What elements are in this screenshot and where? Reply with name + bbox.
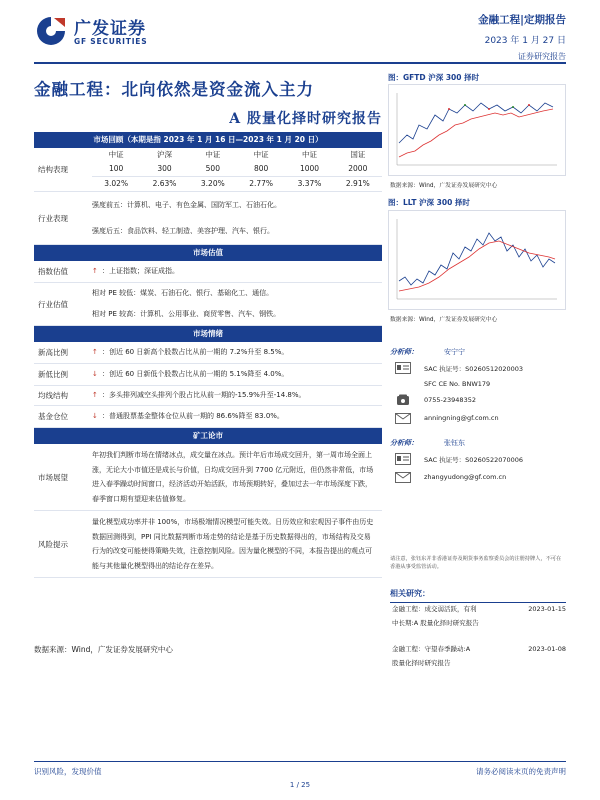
industry-top: 强度前五：计算机、电子、有色金属、国防军工、石油石化。 <box>92 201 281 209</box>
sentiment-row: 新低比例 ↓ ： 创近 60 日新低个股数占比从前一期的 5.1%降至 4.0%。 <box>34 364 382 386</box>
industry-row <box>34 192 382 245</box>
row-label: 风险提示 <box>38 539 68 549</box>
analyst-card <box>390 436 566 486</box>
down-arrow-icon: ↓ <box>92 412 98 420</box>
email-address[interactable]: zhangyudong@gf.com.cn <box>424 473 507 481</box>
email-address[interactable]: anningning@gf.com.cn <box>424 414 499 422</box>
row-label: 结构表现 <box>38 165 68 174</box>
analyst-name: 张钰东 <box>444 439 465 447</box>
risk-row <box>34 511 382 578</box>
sac-number: SAC 执证号：S0260512020003 <box>424 364 524 373</box>
report-title: 金融工程：北向依然是资金流入主力 <box>34 80 314 99</box>
section-band-theory: 矿工论市 <box>34 428 382 444</box>
sfc-number: SFC CE No. BNW179 <box>424 380 491 388</box>
phone-icon <box>394 394 412 406</box>
llt-chart-graphic <box>389 211 565 309</box>
related-date: 2023-01-08 <box>528 645 566 653</box>
related-item[interactable]: 金融工程：守望春季躁动:A 股量化择时研究报告 2023-01-08 <box>392 642 566 670</box>
report-category: 金融工程|定期报告 <box>478 14 566 26</box>
up-arrow-icon: ↑ <box>92 348 98 356</box>
email-icon <box>394 412 412 424</box>
gf-logo-icon <box>34 14 68 48</box>
up-arrow-icon: ↑ <box>92 391 98 399</box>
id-card-icon <box>394 362 412 374</box>
data-source: 数据来源：Wind，广发证券发展研究中心 <box>34 645 173 654</box>
up-arrow-icon: ↑ <box>92 267 98 275</box>
section-band-valuation: 市场估值 <box>34 245 382 261</box>
gftd-chart-graphic <box>389 85 565 175</box>
id-card-icon <box>394 453 412 465</box>
report-dept: 证券研究报告 <box>518 52 566 61</box>
report-meta <box>478 12 566 62</box>
related-item[interactable]: 金融工程：成交弱活跃，有利 中长期:A 股量化择时研究报告 2023-01-15 <box>392 602 566 630</box>
index-names-top: 中证 沪深 中证 中证 中证 国证 <box>108 150 366 159</box>
outlook-row <box>34 444 382 511</box>
figure-title-gftd: 图：GFTD 沪深 300 择时 <box>388 73 480 82</box>
figure-source: 数据来源：Wind，广发证券发展研究中心 <box>390 317 498 323</box>
index-valuation-row: 指数估值 ↑ ： 上证指数；深证成指。 <box>34 261 382 283</box>
industry-bottom: 强度后五：食品饮料、轻工制造、美容护理、汽车、银行。 <box>92 227 274 235</box>
sentiment-row: 新高比例 ↑ ： 创近 60 日新高个股数占比从前一期的 7.2%升至 8.5%。 <box>34 342 382 364</box>
figure-title-llt: 图：LLT 沪深 300 择时 <box>388 198 470 207</box>
index-names-bottom: 100 300 500 800 1000 2000 <box>109 164 368 173</box>
section-band-review: 市场回顾（本期是指 2023 年 1 月 16 日—2023 年 1 月 20 日） <box>34 132 382 148</box>
header-divider <box>34 62 566 64</box>
sac-number: SAC 执证号：S0260522070006 <box>424 455 524 464</box>
email-icon <box>394 471 412 483</box>
related-date: 2023-01-15 <box>528 605 566 613</box>
llt-chart <box>388 210 566 310</box>
industry-valuation-row <box>34 283 382 326</box>
footer-divider <box>34 761 566 762</box>
report-date: 2023 年 1 月 27 日 <box>484 36 566 46</box>
risk-text: 量化模型成功率并非 100%，市场极端情况模型可能失效。日历效应和宏观因子事件由历史数据回测得到，PPI 同比数据判断市场走势的结论是基于历史数据得出的，市场结构及交易行为的改变可能使得策略失效，注意控制风险。因为量化模型的不同，本报告提出的观点可能与其他量化模型得出的结论存在差异。 <box>92 518 374 570</box>
analyst-role: 分析师： <box>390 348 418 356</box>
down-arrow-icon: ↓ <box>92 370 98 378</box>
section-band-sentiment: 市场情绪 <box>34 326 382 342</box>
logo-text-en: GF SECURITIES <box>74 37 148 46</box>
index-valuation-text: 上证指数；深证成指。 <box>109 267 179 275</box>
sentiment-row: 均线结构 ↑ ： 多头排列减空头排列个股占比从前一期的-15.9%升至-14.8%。 <box>34 386 382 406</box>
analyst-name: 安宁宁 <box>444 348 465 356</box>
performance-row <box>34 148 382 192</box>
outlook-text: 年初我们判断市场在情绪冰点，成交量在冰点。预计年后市场成交回升，第一周市场全面上涨，无论大小市值还是成长与价值，日均成交回升到 7700 亿元附近，但仍然非常低，市场进入春季躁动时间窗口，经济活动开始活跃，市场预期转好，叠加过去一年市场深度下跌，春季窗口期有望迎来估值修复。 <box>92 451 374 503</box>
logo-text-cn: 广发证券 <box>74 19 146 39</box>
summary-table <box>34 132 382 578</box>
row-label: 指数估值 <box>38 267 68 276</box>
report-subtitle: A 股量化择时研究报告 <box>229 111 382 127</box>
page-number: 1 / 25 <box>289 781 311 789</box>
row-label: 行业表现 <box>38 213 68 223</box>
licensing-note: 请注意，张钰东并非香港证券及期货事务监察委员会的注册持牌人，不可在香港从事受监管活动。 <box>390 556 562 570</box>
valuation-low: 相对 PE 较低：煤炭、石油石化、银行、基础化工、通信。 <box>92 289 274 297</box>
analyst-card <box>390 345 566 427</box>
related-research-heading: 相关研究： <box>390 588 566 603</box>
row-label: 市场展望 <box>38 472 68 482</box>
phone-number: 0755-23948352 <box>424 396 476 404</box>
index-returns: 3.02% 2.63% 3.20% 2.77% 3.37% 2.91% <box>92 176 382 191</box>
figure-source: 数据来源：Wind，广发证券发展研究中心 <box>390 183 498 189</box>
company-logo <box>34 10 164 50</box>
footer-slogan: 识别风险，发现价值 <box>34 767 102 776</box>
valuation-high: 相对 PE 较高：计算机、公用事业、商贸零售、汽车、钢铁。 <box>92 310 281 318</box>
analyst-role: 分析师： <box>390 439 418 447</box>
sentiment-row: 基金仓位 ↓ ： 普通股票基金整体仓位从前一期的 86.6%降至 83.0%。 <box>34 406 382 428</box>
gftd-chart <box>388 84 566 176</box>
row-label: 行业估值 <box>38 299 68 309</box>
footer-disclaimer: 请务必阅读末页的免责声明 <box>476 767 566 776</box>
